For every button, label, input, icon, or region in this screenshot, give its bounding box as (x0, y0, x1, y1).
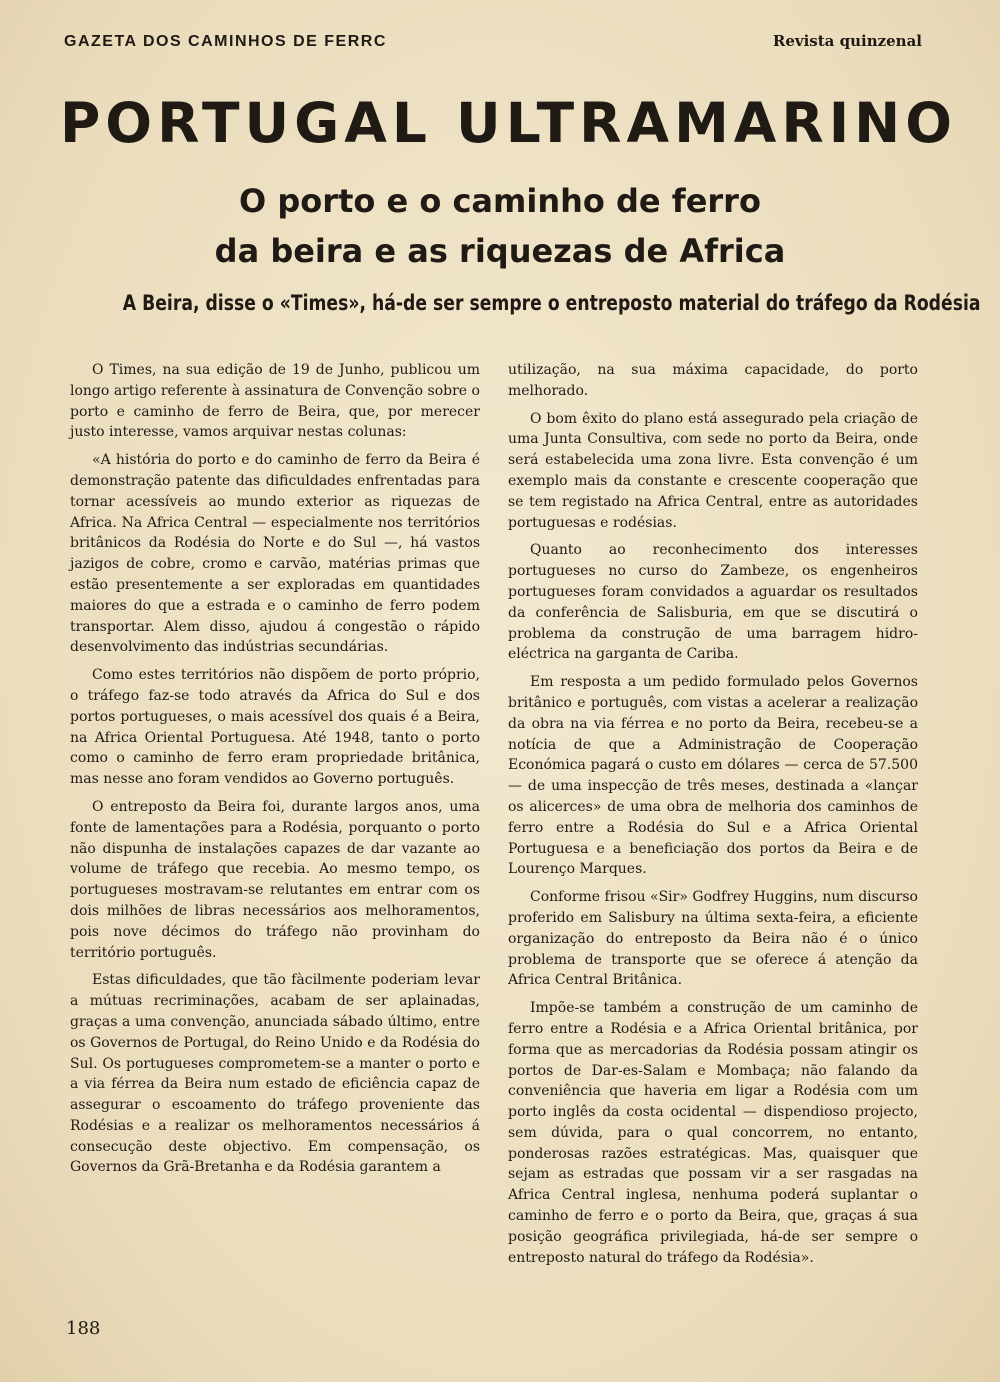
paragraph: Quanto ao reconhecimento dos interesses portugueses no curso do Zambeze, os engenheiros portugueses foram convidados a aguardar os resultados da conferência de Salisburia, em que se discutirá o problema da construção de uma barragem hidro-eléctrica na garganta de Cariba. (508, 542, 918, 663)
paragraph: Estas dificuldades, que tão fàcilmente poderiam levar a mútuas recriminações, acabam de ser aplainadas, graças a uma convenção, anunciada sábado último, entre os Governos de Portugal, do Reino Unido e da Rodésia do Sul. Os portugueses comprometem-se a manter o porto e a via férrea da Beira num estado de eficiência capaz de assegurar o escoamento do tráfego proveniente das Rodésias e a realizar os melhoramentos necessários á consecução deste objectivo. Em compensação, os Governos da Grã-Bretanha e da Rodésia garantem a (70, 972, 480, 1176)
subtitle-line-1: O porto e o caminho de ferro (239, 182, 761, 220)
paragraph-continued: utilização, na sua máxima capacidade, do porto melhorado. (508, 362, 918, 399)
paragraph: O Times, na sua edição de 19 de Junho, publicou um longo artigo referente à assinatura de Convenção sobre o porto e caminho de ferro de Beira, que, por merecer justo interesse, vamos arquivar nestas colunas: (70, 362, 480, 441)
paragraph: «A história do porto e do caminho de ferro da Beira é demonstração patente das dificuldades enfrentadas para tornar acessíveis ao mundo exterior as riquezas de Africa. Na Africa Central — especialmente nos territórios britânicos da Rodésia do Norte e do Sul —, há vastos jazigos de cobre, cromo e carvão, matérias primas que estão presentemente a ser exploradas em quantidades maiores do que a estrada e o caminho de ferro podem transportar. Alem disso, ajudou á congestão o rápido desenvolvimento das indústrias secundárias. (70, 452, 480, 656)
article-headline: PORTUGAL ULTRAMARINO (60, 91, 957, 155)
right-column (508, 360, 918, 1275)
paragraph: Como estes territórios não dispõem de porto próprio, o tráfego faz-se todo através da Africa do Sul e dos portos portugueses, o mais acessível dos quais é a Beira, na Africa Oriental Portuguesa. Até 1948, tanto o porto como o caminho de ferro eram propriedade britânica, mas nesse ano foram vendidos ao Governo português. (70, 667, 480, 788)
paragraph: O bom êxito do plano está assegurado pela criação de uma Junta Consultiva, com sede no porto da Beira, onde será estabelecida uma zona livre. Esta convenção é um exemplo mais da constante e crescente cooperação que se tem registado na Africa Central, entre as autoridades portuguesas e rodésias. (508, 410, 918, 531)
paragraph: Em resposta a um pedido formulado pelos Governos britânico e português, com vistas a acelerar a realização da obra na via férrea e no porto da Beira, recebeu-se a notícia de que a Administração de Cooperação Económica pagará o custo em dólares — cerca de 57.500 — de uma inspecção de três meses, destinada a «lançar os alicerces» de uma obra de melhoria dos caminhos de ferro entre a Rodésia do Sul e a Africa Oriental Portuguesa e a beneficiação dos portos da Beira e de Lourenço Marques. (508, 674, 918, 878)
publication-frequency: Revista quinzenal (772, 32, 922, 50)
article-deck: A Beira, disse o «Times», há-de ser sempre o entreposto material do tráfego da Rodésia (122, 291, 981, 315)
paragraph: Conforme frisou «Sir» Godfrey Huggins, num discurso proferido em Salisbury na última sexta-feira, a eficiente organização do entreposto da Beira não é o único problema de transporte que se oferece á atenção da Africa Central Britânica. (508, 889, 918, 989)
paragraph: O entreposto da Beira foi, durante largos anos, uma fonte de lamentações para a Rodésia, porquanto o porto não dispunha de instalações capazes de dar vazante ao volume de tráfego que recebia. Ao mesmo tempo, os portugueses mostravam-se relutantes em entrar com os dois milhões de libras necessários aos melhoramentos, pois nove décimos do tráfego não provinham do território português. (70, 798, 480, 961)
left-column (70, 360, 480, 1185)
subtitle-line-2: da beira e as riquezas de Africa (214, 232, 786, 270)
publication-title: GAZETA DOS CAMINHOS DE FERRC (64, 33, 387, 50)
running-header (64, 32, 922, 51)
article-subtitle (60, 176, 940, 276)
page-number: 188 (66, 1318, 101, 1339)
paragraph: Impõe-se também a construção de um caminho de ferro entre a Rodésia e a Africa Oriental britânica, por forma que as mercadorias da Rodésia possam atingir os portos de Dar-es-Salam e Mombaça; não falando da conveniência que haveria em ligar a Rodésia com um porto inglês da costa ocidental — dispendioso projecto, sem dúvida, para o qual concorrem, no entanto, ponderosas razões estratégicas. Mas, quaisquer que sejam as estradas que possam vir a ser rasgadas na Africa Central inglesa, nenhuma poderá suplantar o caminho de ferro e o porto da Beira, que, graças á sua posição geográfica privilegiada, há-de ser sempre o entreposto natural do tráfego da Rodésia». (508, 1000, 918, 1266)
